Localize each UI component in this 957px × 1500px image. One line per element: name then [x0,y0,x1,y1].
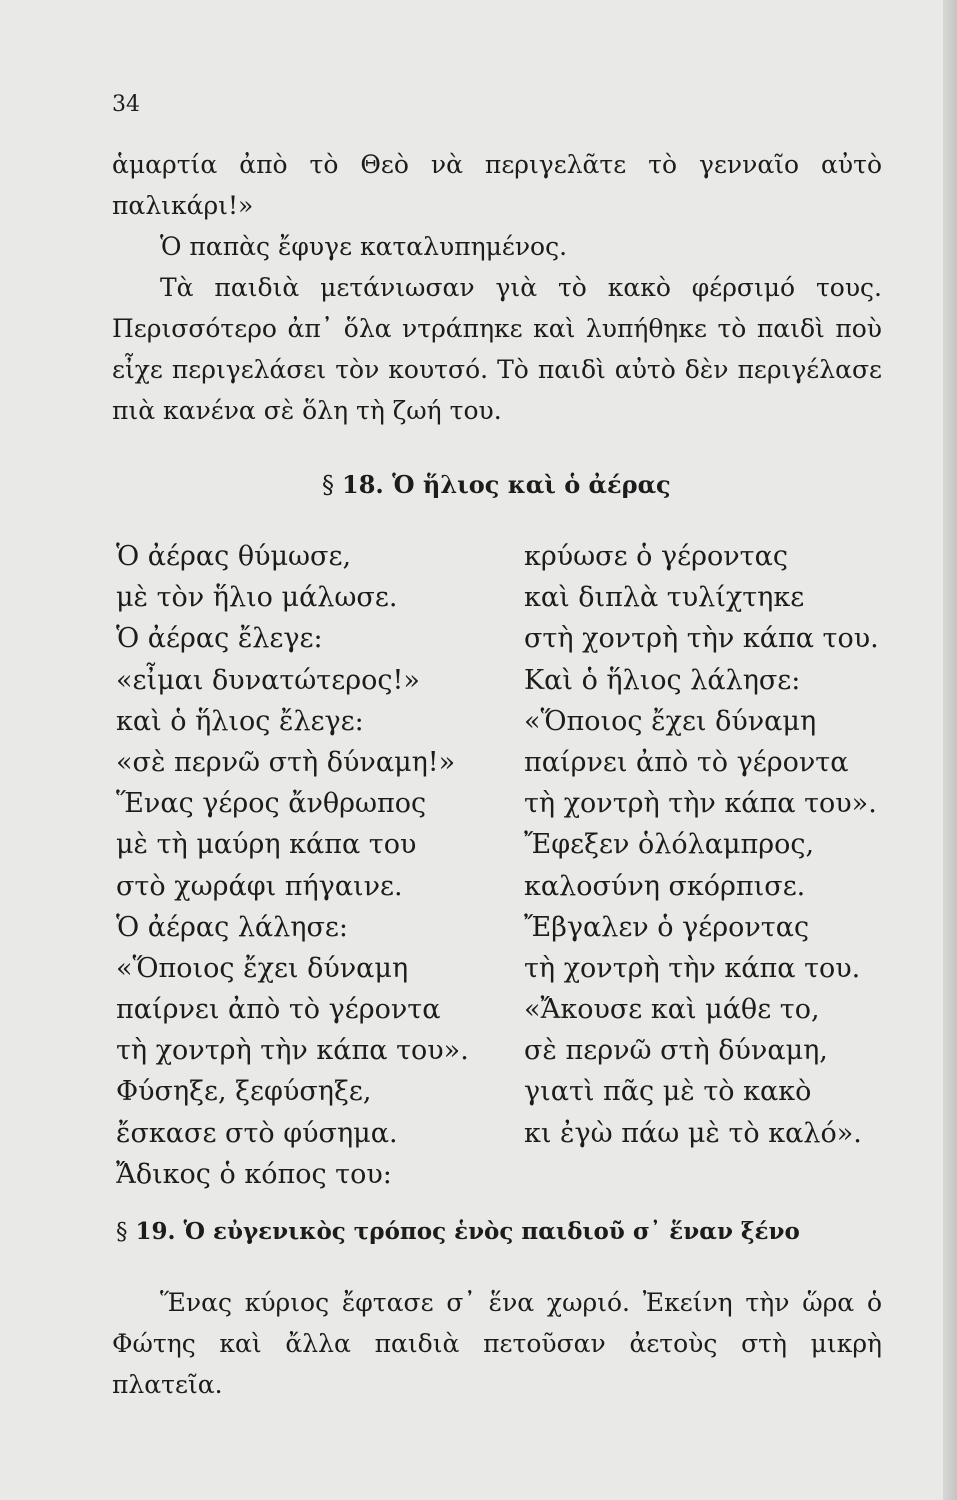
section-mark: § [116,1219,128,1245]
page-binding-edge [943,0,957,1500]
poem-line: τὴ χοντρὴ τὴν κάπα του». [116,1035,469,1067]
poem-line: Φύσηξε, ξεφύσηξε, [116,1076,372,1108]
section-19-title: 19. Ὁ εὐγενικὸς τρόπος ἑνὸς παιδιοῦ σ᾽ ἕναν ξένο [135,1218,800,1245]
poem-line: Καὶ ὁ ἥλιος λάλησε: [524,664,801,696]
bottom-prose [112,1282,882,1405]
poem-line: κρύωσε ὁ γέροντας [524,541,788,572]
poem-line: κι ἐγὼ πάω μὲ τὸ καλό». [524,1117,862,1149]
paragraph-3: Τὰ παιδιὰ μετάνιωσαν γιὰ τὸ κακὸ φέρσιμό τους. Περισσότερο ἀπ᾽ ὅλα ντράπηκε καὶ λυπήθηκε τὸ παιδὶ ποὺ εἶχε περιγελάσει τὸν κουτσό. Τὸ παιδὶ αὐτὸ δὲν περιγέλασε πιὰ κανένα σὲ ὅλη τὴ ζωή του. [112,273,882,425]
poem-line: Ὁ ἀέρας λάλησε: [116,911,348,943]
poem-line: παίρνει ἀπὸ τὸ γέροντα [524,746,849,778]
poem-line: καλοσύνη σκόρπισε. [524,870,806,902]
page-number: 34 [112,92,140,117]
poem-line: ἔσκασε στὸ φύσημα. [116,1117,398,1149]
poem-line: μὲ τὴ μαύρη κάπα του [116,829,417,861]
paragraph-1: ἁμαρτία ἀπὸ τὸ Θεὸ νὰ περιγελᾶτε τὸ γενναῖο αὐτὸ παλικάρι!» [112,150,882,220]
poem-line: Ἕνας γέρος ἄνθρωπος [116,788,427,820]
poem-right-column [524,536,879,1154]
poem-line: καὶ διπλὰ τυλίχτηκε [524,582,805,614]
top-prose [112,144,882,431]
poem-line: μὲ τὸν ἥλιο μάλωσε. [116,582,398,614]
poem-line: «σὲ περνῶ στὴ δύναμη!» [116,746,456,778]
section-18-title: 18. Ὁ ἥλιος καὶ ὁ ἀέρας [342,470,671,499]
poem-line: γιατὶ πᾶς μὲ τὸ κακὸ [524,1076,812,1108]
poem-line: καὶ ὁ ἥλιος ἔλεγε: [116,705,364,737]
poem-line: στὴ χοντρὴ τὴν κάπα του. [524,623,879,655]
poem-line: Ὁ ἀέρας ἔλεγε: [116,623,323,655]
section-mark: § [322,471,334,499]
poem-line: «Ἄκουσε καὶ μάθε το, [524,994,820,1026]
poem-line: τὴ χοντρὴ τὴν κάπα του. [524,952,861,984]
section-18-heading [322,470,671,499]
poem-line: Ἄδικος ὁ κόπος του: [116,1158,392,1190]
poem-line: Ἔβγαλεν ὁ γέροντας [524,911,810,943]
poem-line: «Ὅποιος ἔχει δύναμη [524,705,817,737]
poem-line: Ὁ ἀέρας θύμωσε, [116,541,352,572]
paragraph-2: Ὁ παπὰς ἔφυγε καταλυπημένος. [160,232,568,261]
poem-line: Ἔφεξεν ὁλόλαμπρος, [524,829,815,861]
paragraph-4: Ἕνας κύριος ἔφτασε σ᾽ ἕνα χωριό. Ἐκείνη τὴν ὥρα ὁ Φώτης καὶ ἄλλα παιδιὰ πετοῦσαν ἀετοὺς στὴ μικρὴ πλατεῖα. [112,1288,882,1399]
poem-left-column [116,536,469,1195]
poem-line: στὸ χωράφι πήγαινε. [116,870,403,902]
poem-line: «Ὅποιος ἔχει δύναμη [116,952,409,984]
poem-line: «εἶμαι δυνατώτερος!» [116,664,420,696]
poem-line: παίρνει ἀπὸ τὸ γέροντα [116,994,441,1026]
section-19-heading [116,1218,800,1245]
poem-line: σὲ περνῶ στὴ δύναμη, [524,1035,828,1067]
poem-line: τὴ χοντρὴ τὴν κάπα του». [524,788,877,820]
